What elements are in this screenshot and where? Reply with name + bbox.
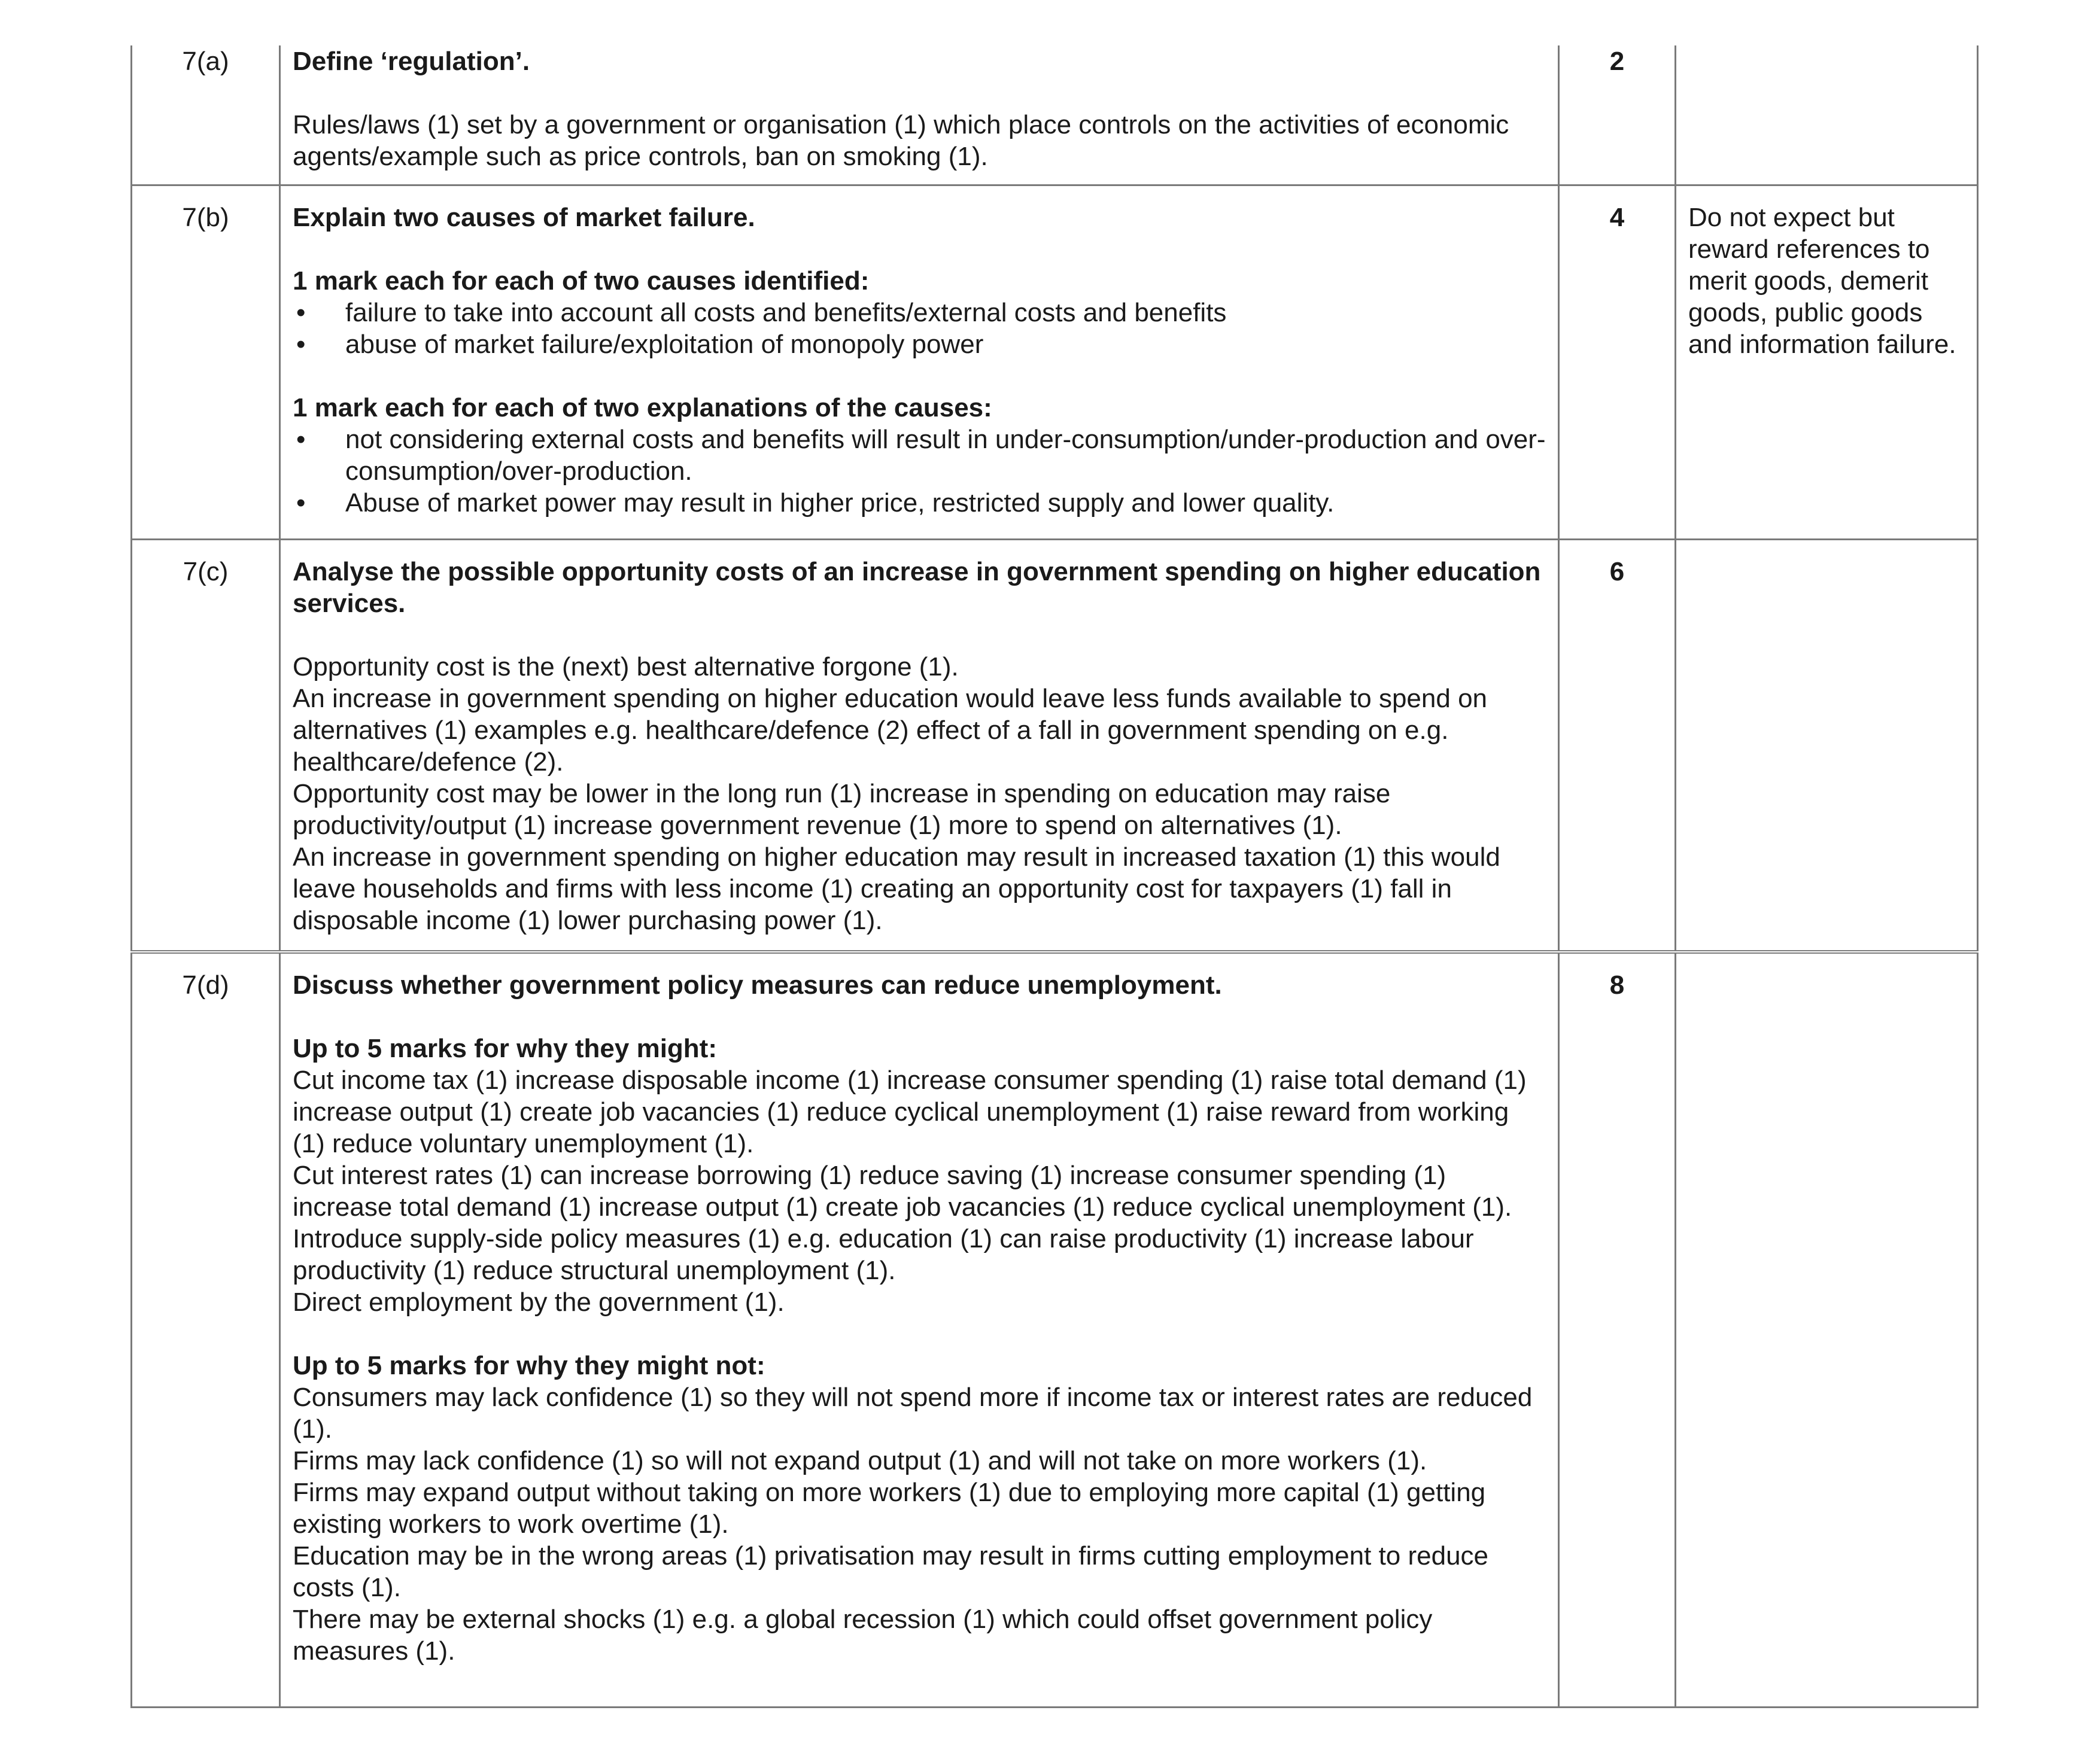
answer-text: Opportunity cost is the (next) best alternative forgone (1). [293, 652, 959, 681]
bullet-list [293, 297, 1546, 360]
answer-text: Cut interest rates (1) can increase borrowing (1) reduce saving (1) increase consumer spending (1) increase total demand (1) increase output (1) create job vacancies (1) reduce cyclical unemployment (1). [293, 1161, 1512, 1222]
question-number: 7(a) [132, 45, 280, 185]
question-title: Explain two causes of market failure. [293, 202, 755, 232]
marks-value: 2 [1559, 45, 1676, 185]
question-title: Define ‘regulation’. [293, 47, 530, 76]
answer-text: Education may be in the wrong areas (1) privatisation may result in firms cutting employment to reduce costs (1). [293, 1541, 1489, 1602]
question-number: 7(c) [132, 539, 280, 952]
list-item: • failure to take into account all costs and benefits/external costs and benefits [293, 297, 1546, 328]
mark-scheme-table [130, 45, 1979, 1708]
list-item: • abuse of market failure/exploitation of monopoly power [293, 328, 1546, 360]
answer-cell [280, 185, 1559, 539]
marks-value: 6 [1559, 539, 1676, 952]
answer-text: Rules/laws (1) set by a government or organisation (1) which place controls on the activities of economic agents/example such as price controls, ban on smoking (1). [293, 110, 1509, 171]
marking-heading: 1 mark each for each of two causes identified: [293, 266, 870, 296]
answer-text: Firms may expand output without taking on more workers (1) due to employing more capital (1) getting existing workers to work overtime (1). [293, 1478, 1486, 1539]
answer-text: There may be external shocks (1) e.g. a global recession (1) which could offset government policy measures (1). [293, 1605, 1433, 1666]
marking-heading: 1 mark each for each of two explanations of the causes: [293, 392, 992, 422]
guidance-cell: Do not expect but reward references to merit goods, demerit goods, public goods and information failure. [1676, 185, 1978, 539]
question-number: 7(b) [132, 185, 280, 539]
list-item: • not considering external costs and benefits will result in under-consumption/under-production and over-consumption/over-production. [293, 424, 1546, 487]
marking-heading: Up to 5 marks for why they might not: [293, 1351, 765, 1380]
marking-heading: Up to 5 marks for why they might: [293, 1034, 717, 1063]
question-row-7b [132, 185, 1978, 539]
guidance-cell [1676, 45, 1978, 185]
marks-value: 8 [1559, 952, 1676, 1707]
bullet-list [293, 424, 1546, 519]
answer-text: Consumers may lack confidence (1) so they will not spend more if income tax or interest rates are reduced (1). [293, 1383, 1533, 1444]
answer-cell [280, 952, 1559, 1707]
question-row-7a [132, 45, 1978, 185]
answer-text: Introduce supply-side policy measures (1) e.g. education (1) can raise productivity (1) increase labour productivity (1) reduce structural unemployment (1). [293, 1224, 1474, 1285]
guidance-cell [1676, 952, 1978, 1707]
answer-text: An increase in government spending on higher education may result in increased taxation (1) this would leave households and firms with less income (1) creating an opportunity cost for taxpayers (1) fall in disposable income (1) lower purchasing power (1). [293, 842, 1500, 935]
question-title: Discuss whether government policy measures can reduce unemployment. [293, 970, 1222, 1000]
answer-text: An increase in government spending on higher education would leave less funds available to spend on alternatives (1) examples e.g. healthcare/defence (2) effect of a fall in government spending on e.g. healthcare/defence (2). [293, 683, 1488, 777]
answer-text: Direct employment by the government (1). [293, 1288, 785, 1317]
question-row-7d [132, 952, 1978, 1707]
answer-cell [280, 539, 1559, 952]
list-item: • Abuse of market power may result in higher price, restricted supply and lower quality. [293, 487, 1546, 519]
answer-text: Firms may lack confidence (1) so will not expand output (1) and will not take on more workers (1). [293, 1446, 1427, 1475]
answer-cell [280, 45, 1559, 185]
answer-text: Cut income tax (1) increase disposable income (1) increase consumer spending (1) raise total demand (1) increase output (1) create job vacancies (1) reduce cyclical unemployment (1) raise reward from working (1) reduce voluntary unemployment (1). [293, 1066, 1527, 1158]
marks-value: 4 [1559, 185, 1676, 539]
question-row-7c [132, 539, 1978, 952]
guidance-cell [1676, 539, 1978, 952]
question-number: 7(d) [132, 952, 280, 1707]
question-title: Analyse the possible opportunity costs of an increase in government spending on higher education services. [293, 556, 1541, 618]
answer-text: Opportunity cost may be lower in the long run (1) increase in spending on education may raise productivity/output (1) increase government revenue (1) more to spend on alternatives (1). [293, 778, 1391, 840]
